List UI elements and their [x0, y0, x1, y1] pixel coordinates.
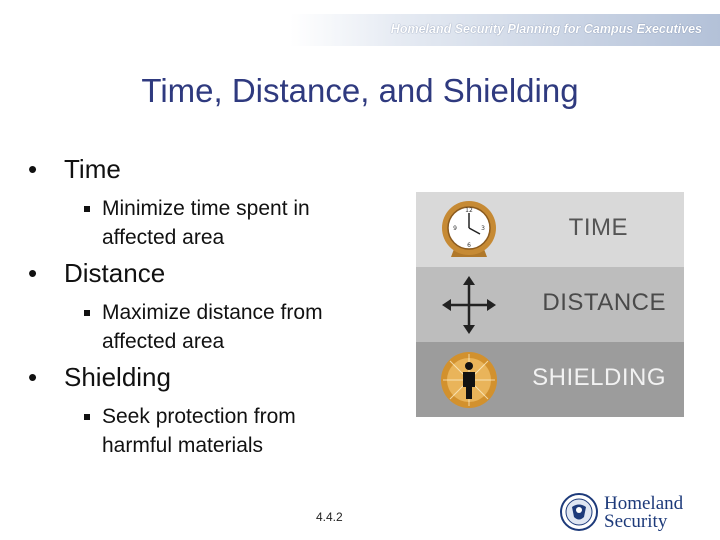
square-bullet-icon: [84, 310, 90, 316]
sub-bullet-distance: [88, 298, 408, 356]
sub-bullet-shielding: [88, 402, 408, 460]
svg-text:12: 12: [465, 207, 473, 214]
clock-icon: [436, 197, 502, 263]
sub-bullet-line: Minimize time spent in: [102, 197, 310, 220]
panel-label-distance: DISTANCE: [542, 289, 666, 316]
tds-graphic-panel: [416, 192, 684, 417]
bullet-distance: • Distance: [28, 258, 166, 288]
sub-bullet-line: harmful materials: [102, 434, 264, 457]
bullet-shielding-label: Shielding: [64, 362, 171, 392]
bullet-distance-label: Distance: [64, 258, 166, 288]
dhs-seal-icon: [560, 493, 598, 531]
slide-number: 4.4.2: [316, 510, 343, 524]
header-title: Homeland Security Planning for Campus Executives: [390, 22, 702, 36]
bullet-shielding: • Shielding: [28, 362, 171, 392]
sub-bullet-line: Seek protection from: [102, 405, 296, 428]
panel-row-shielding: [416, 342, 684, 417]
sub-bullet-line: affected area: [102, 330, 225, 353]
logo-text-homeland: Homeland: [604, 493, 684, 514]
sub-bullet-line: Maximize distance from: [102, 301, 323, 324]
bullet-time: • Time: [28, 154, 121, 184]
arrows-icon: [436, 272, 502, 338]
panel-row-distance: [416, 267, 684, 342]
dhs-logo: [560, 492, 700, 532]
sub-bullet-line: affected area: [102, 226, 225, 249]
slide-title: Time, Distance, and Shielding: [141, 72, 579, 109]
logo-text-security: Security: [604, 511, 668, 532]
svg-text:6: 6: [467, 242, 471, 249]
sub-bullet-time: [88, 194, 408, 252]
svg-text:9: 9: [453, 225, 457, 232]
shield-person-icon: [436, 347, 502, 413]
square-bullet-icon: [84, 414, 90, 420]
panel-row-time: [416, 192, 684, 267]
bullet-time-label: Time: [64, 154, 121, 184]
square-bullet-icon: [84, 206, 90, 212]
svg-text:3: 3: [481, 225, 485, 232]
panel-label-time: TIME: [568, 214, 628, 241]
panel-label-shielding: SHIELDING: [532, 364, 666, 391]
